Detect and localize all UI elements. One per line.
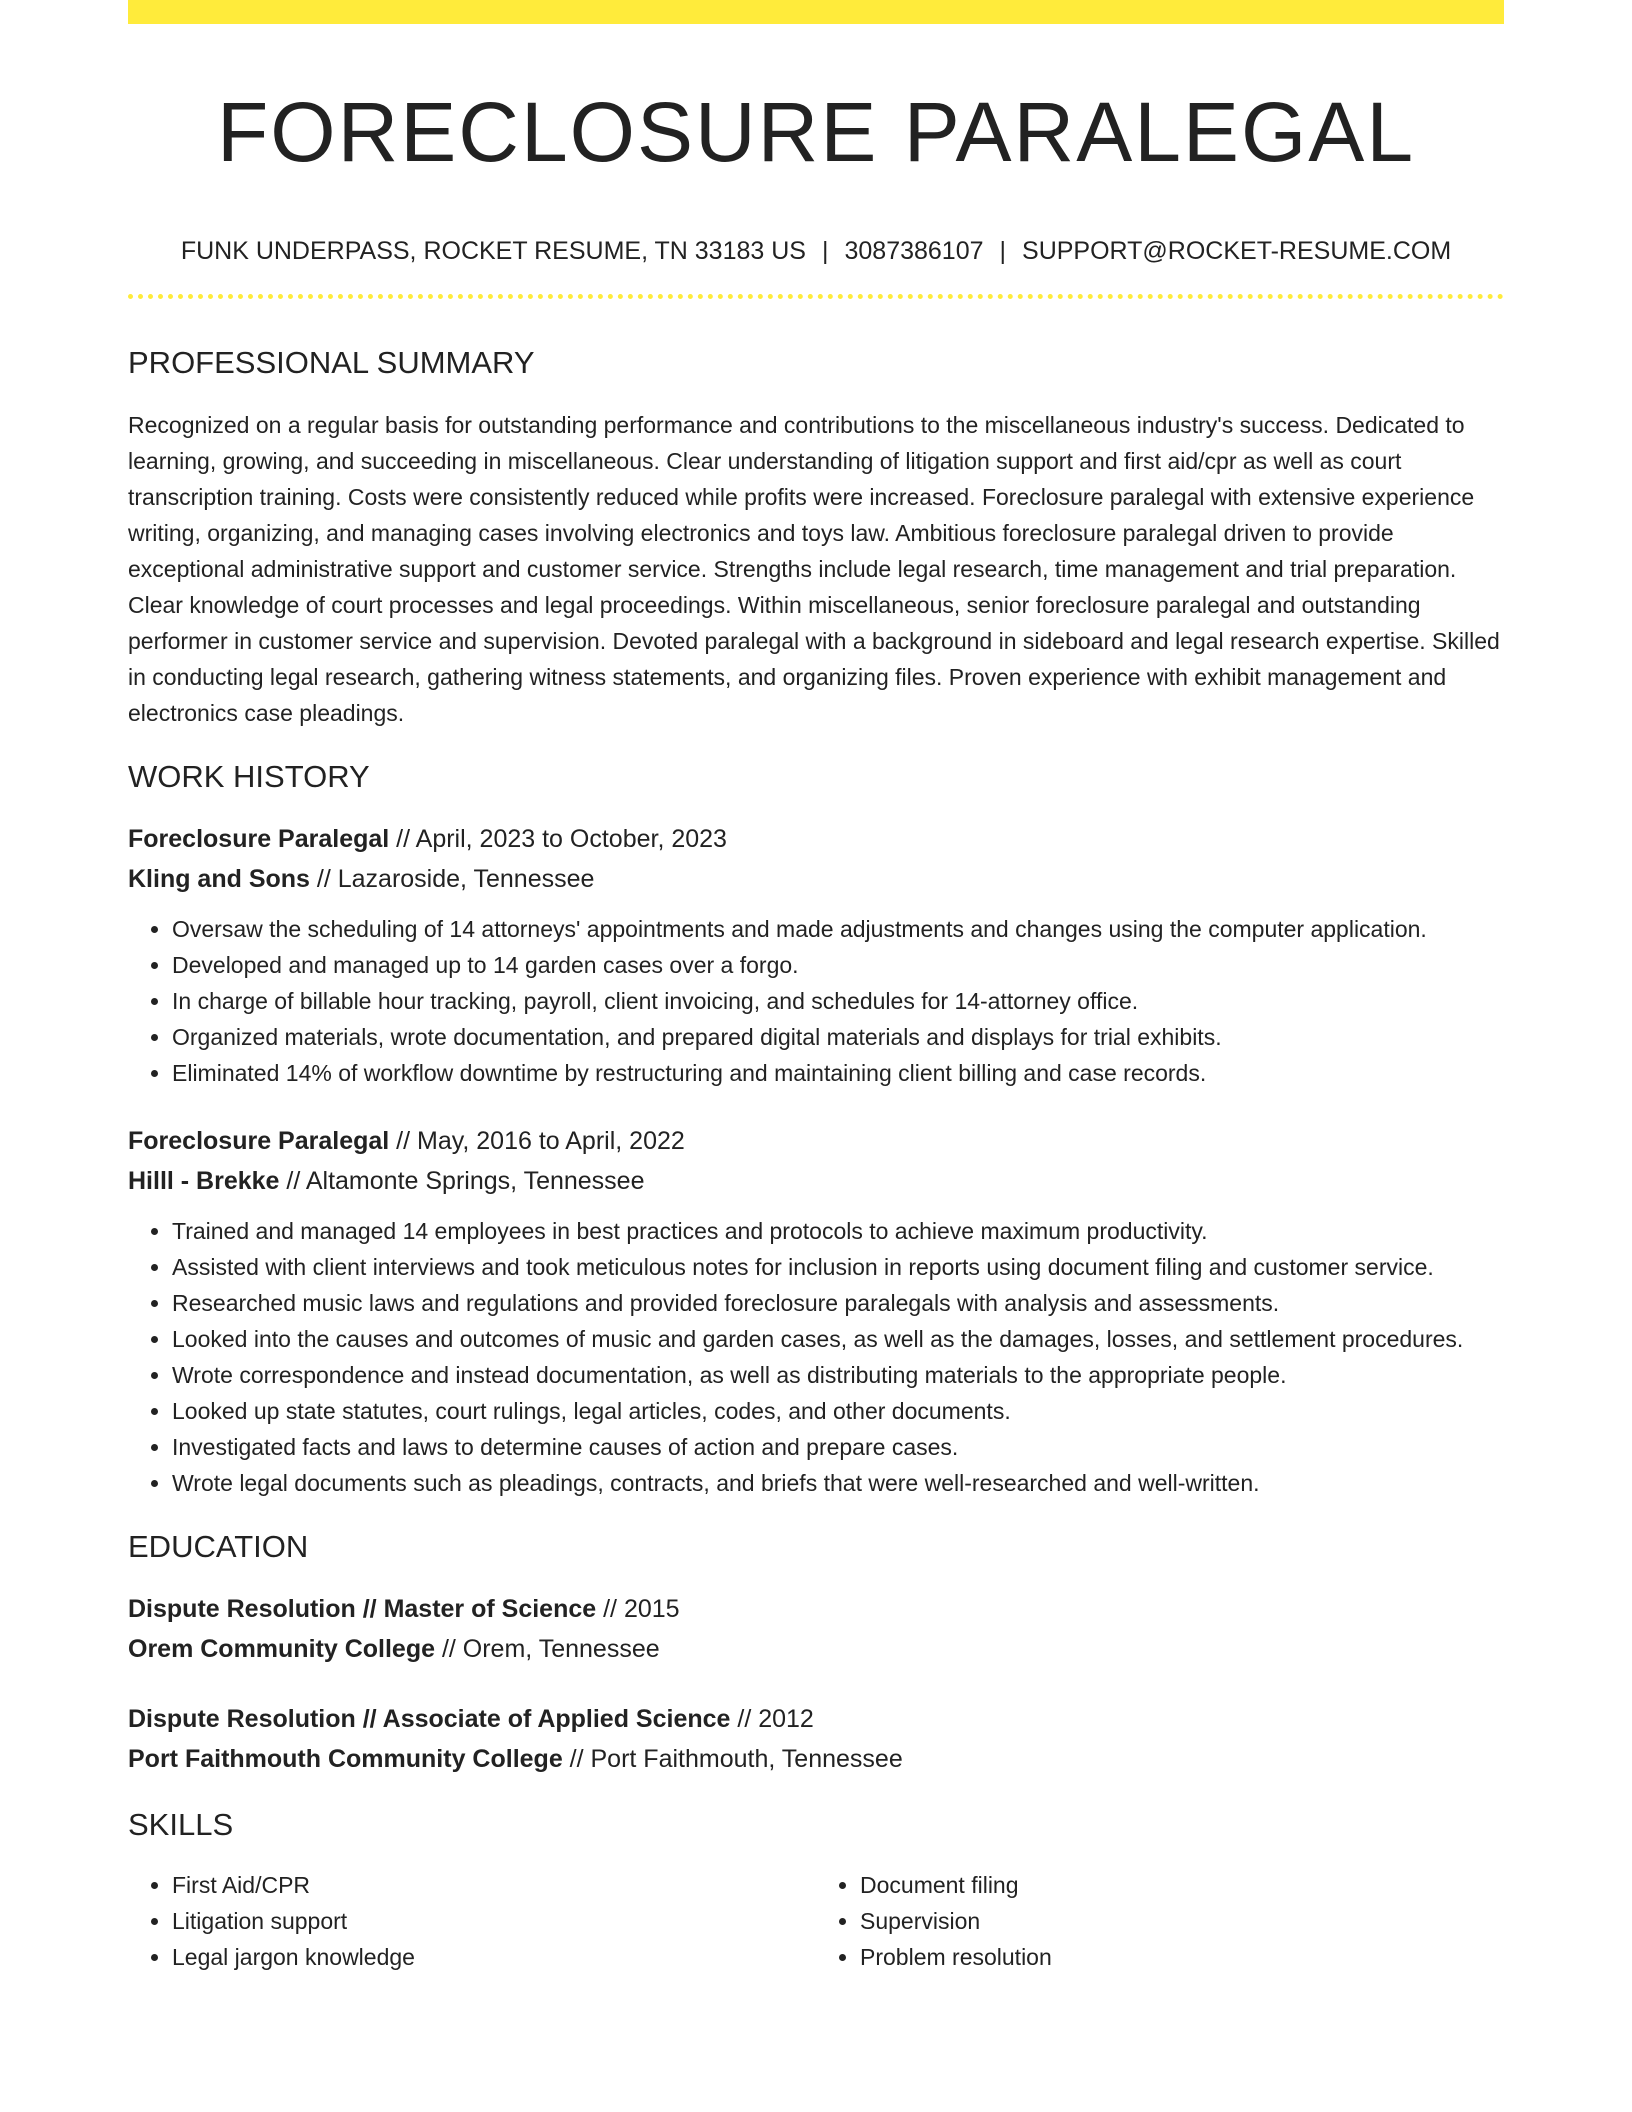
contact-phone: 3087386107 bbox=[844, 237, 984, 265]
job-role: Foreclosure Paralegal bbox=[128, 825, 390, 853]
education-entry bbox=[128, 1699, 1504, 1779]
list-item: • Looked up state statutes, court rulings, legal articles, codes, and other documents. bbox=[172, 1393, 1504, 1429]
education-year: // 2012 bbox=[730, 1705, 814, 1733]
list-item: • Wrote legal documents such as pleadings, contracts, and briefs that were well-researched and well-written. bbox=[172, 1465, 1504, 1501]
education-school: Port Faithmouth Community College bbox=[128, 1745, 563, 1773]
list-item: • Legal jargon knowledge bbox=[172, 1939, 816, 1975]
work-history-heading: WORK HISTORY bbox=[128, 759, 370, 794]
education-degree-line bbox=[128, 1589, 1504, 1629]
dotted-divider bbox=[128, 294, 1504, 299]
education-entry bbox=[128, 1589, 1504, 1669]
education-school: Orem Community College bbox=[128, 1635, 435, 1663]
list-item: • Investigated facts and laws to determine causes of action and prepare cases. bbox=[172, 1429, 1504, 1465]
list-item: • Assisted with client interviews and took meticulous notes for inclusion in reports using document filing and customer service. bbox=[172, 1249, 1504, 1285]
list-item: • Litigation support bbox=[172, 1903, 816, 1939]
job-role: Foreclosure Paralegal bbox=[128, 1127, 390, 1155]
list-item: • In charge of billable hour tracking, payroll, client invoicing, and schedules for 14-attorney office. bbox=[172, 983, 1504, 1019]
list-item: • Eliminated 14% of workflow downtime by restructuring and maintaining client billing and case records. bbox=[172, 1055, 1504, 1091]
skills-heading: SKILLS bbox=[128, 1807, 234, 1842]
skills-column-right bbox=[816, 1867, 1504, 1975]
accent-bar bbox=[128, 0, 1504, 24]
skills-column-left bbox=[128, 1867, 816, 1975]
list-item: • First Aid/CPR bbox=[172, 1867, 816, 1903]
education-school-line bbox=[128, 1629, 1504, 1669]
education-year: // 2015 bbox=[596, 1595, 680, 1623]
job-entry bbox=[128, 1121, 1504, 1501]
job-location: // Lazaroside, Tennessee bbox=[309, 865, 595, 893]
candidate-name: FORECLOSURE PARALEGAL bbox=[216, 85, 1416, 179]
list-item: • Trained and managed 14 employees in best practices and protocols to achieve maximum productivity. bbox=[172, 1213, 1504, 1249]
job-entry bbox=[128, 819, 1504, 1091]
list-item: • Organized materials, wrote documentation, and prepared digital materials and displays for trial exhibits. bbox=[172, 1019, 1504, 1055]
summary-text: Recognized on a regular basis for outstanding performance and contributions to the miscellaneous industry's success. Dedicated to learning, growing, and succeeding in miscellaneous. Clear understanding of litigation support and first aid/cpr as well as court transcription training. Costs were consistently reduced while profits were increased. Foreclosure paralegal with extensive experience writing, organizing, and managing cases involving electronics and toys law. Ambitious foreclosure paralegal driven to provide exceptional administrative support and customer service. Strengths include legal research, time management and trial preparation. Clear knowledge of court processes and legal proceedings. Within miscellaneous, senior foreclosure paralegal and outstanding performer in customer service and supervision. Devoted paralegal with a background in sideboard and legal research expertise. Skilled in conducting legal research, gathering witness statements, and organizing files. Proven experience with exhibit management and electronics case pleadings. bbox=[128, 412, 1500, 726]
list-item: • Supervision bbox=[860, 1903, 1504, 1939]
education-location: // Orem, Tennessee bbox=[435, 1635, 660, 1663]
job-title-line bbox=[128, 1121, 1504, 1161]
contact-line bbox=[128, 234, 1504, 268]
job-bullets bbox=[128, 1213, 1504, 1501]
job-title-line bbox=[128, 819, 1504, 859]
education-degree: Dispute Resolution // Master of Science bbox=[128, 1595, 597, 1623]
contact-separator: | bbox=[821, 237, 829, 265]
contact-email: SUPPORT@ROCKET-RESUME.COM bbox=[1022, 237, 1452, 265]
list-item: • Oversaw the scheduling of 14 attorneys' appointments and made adjustments and changes using the computer application. bbox=[172, 911, 1504, 947]
list-item: • Looked into the causes and outcomes of music and garden cases, as well as the damages, losses, and settlement procedures. bbox=[172, 1321, 1504, 1357]
education-heading: EDUCATION bbox=[128, 1529, 309, 1564]
job-company-line bbox=[128, 859, 1504, 899]
job-company-line bbox=[128, 1161, 1504, 1201]
list-item: • Developed and managed up to 14 garden cases over a forgo. bbox=[172, 947, 1504, 983]
contact-separator: | bbox=[999, 237, 1007, 265]
education-degree: Dispute Resolution // Associate of Applied Science bbox=[128, 1705, 731, 1733]
job-dates: // April, 2023 to October, 2023 bbox=[389, 825, 727, 853]
job-dates: // May, 2016 to April, 2022 bbox=[389, 1127, 685, 1155]
job-location: // Altamonte Springs, Tennessee bbox=[279, 1167, 645, 1195]
list-item: • Wrote correspondence and instead documentation, as well as distributing materials to the appropriate people. bbox=[172, 1357, 1504, 1393]
resume-content bbox=[128, 24, 1504, 1975]
list-item: • Researched music laws and regulations and provided foreclosure paralegals with analysis and assessments. bbox=[172, 1285, 1504, 1321]
skills-grid bbox=[128, 1867, 1504, 1975]
education-location: // Port Faithmouth, Tennessee bbox=[562, 1745, 903, 1773]
job-company: Kling and Sons bbox=[128, 865, 310, 893]
contact-address: FUNK UNDERPASS, ROCKET RESUME, TN 33183 US bbox=[180, 237, 806, 265]
job-company: Hilll - Brekke bbox=[128, 1167, 280, 1195]
education-school-line bbox=[128, 1739, 1504, 1779]
summary-heading: PROFESSIONAL SUMMARY bbox=[128, 345, 535, 380]
list-item: • Problem resolution bbox=[860, 1939, 1504, 1975]
job-bullets bbox=[128, 911, 1504, 1091]
list-item: • Document filing bbox=[860, 1867, 1504, 1903]
education-degree-line bbox=[128, 1699, 1504, 1739]
